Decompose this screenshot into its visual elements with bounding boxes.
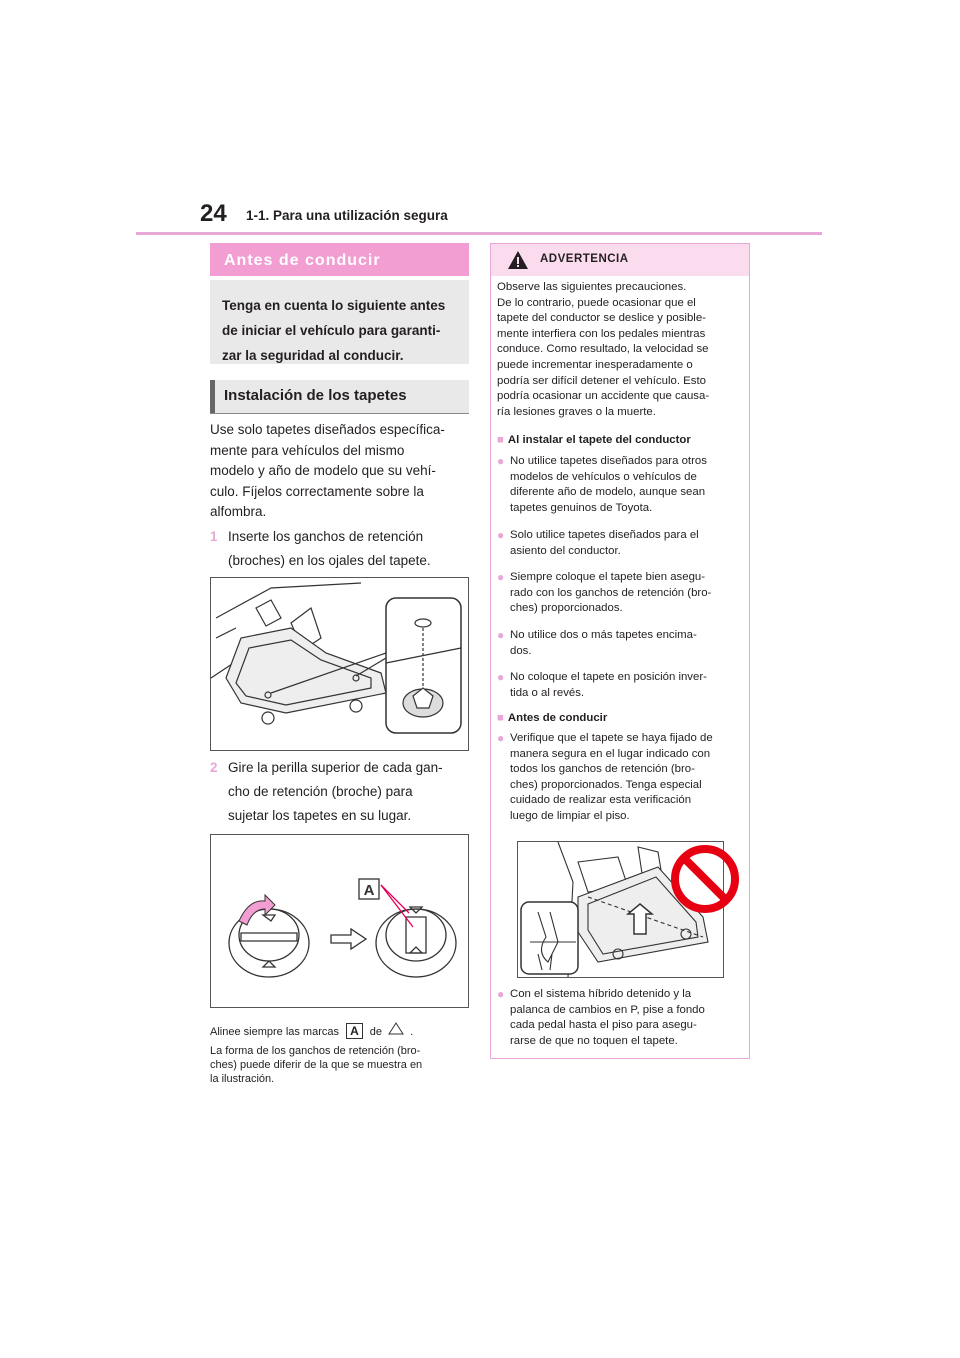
circle-bullet-icon: ● [497,528,505,542]
bullet-line: No utilice dos o más tapetes encima- [510,629,697,641]
circle-bullet-icon: ● [497,570,505,584]
intro-line: de iniciar el vehículo para garanti- [222,323,441,338]
knob-illustration [211,835,468,1007]
bullet-item [497,731,743,825]
caption-align [210,1022,475,1039]
bullet-item [497,628,743,659]
warning-line: ría lesiones graves o la muerte. [497,405,656,418]
bullet-line: cada pedal hasta el piso para asegu- [510,1019,697,1032]
warning-line: Observe las siguientes precauciones. [497,281,687,293]
bullet-line: Siempre coloque el tapete bien asegu- [510,571,706,583]
bullet-line: asiento del conductor. [510,544,621,557]
step-number: 1 [210,529,218,544]
caption-text: de [369,1026,383,1038]
bullet-line: cuidado de realizar esta verificación [510,794,692,807]
circle-bullet-icon: ● [497,454,505,468]
bullet-line: tida o al revés. [510,686,585,699]
caption-text: Alinee siempre las marcas [210,1026,339,1038]
prohibition-icon [669,843,741,920]
warning-line: podría ocasionar un accidente que causa- [497,390,710,403]
bullet-line: todos los ganchos de retención (bro- [510,763,695,776]
label-a-box: A [346,1023,363,1039]
body-line: culo. Fíjelos correctamente sobre la [210,483,424,499]
banner-title: Antes de conducir [224,252,381,269]
header-rule [136,232,822,235]
square-bullet-icon: ■ [497,434,504,446]
subheading-text: Antes de conducir [507,712,608,724]
step-line: Inserte los ganchos de retención [228,529,424,544]
body-paragraph [210,420,472,523]
subheading-before-driving [497,712,607,724]
caption-text: . [410,1026,414,1038]
bullet-line: palanca de cambios en P, pise a fondo [510,1003,705,1016]
step-1 [210,525,472,573]
warning-intro [497,280,745,420]
heading-bar [210,380,215,413]
section-title: Instalación de los tapetes [224,387,407,404]
warning-triangle-icon [507,250,529,275]
step-2 [210,756,472,828]
caption-line: La forma de los ganchos de retención (bro- [210,1045,421,1057]
bullet-line: Verifique que el tapete se haya fijado de [510,732,713,744]
step-line: sujetar los tapetes en su lugar. [228,808,412,823]
caption-line: la ilustración. [210,1073,275,1085]
bullet-line: ches) proporcionados. [510,602,623,615]
figure-label-a: A [363,882,375,899]
intro-line: Tenga en cuenta lo siguiente antes [222,298,446,313]
step-line: (broches) en los ojales del tapete. [228,553,431,568]
circle-bullet-icon: ● [497,987,505,1001]
bullet-line: Con el sistema híbrido detenido y la [510,988,692,1000]
bullet-line: Solo utilice tapetes diseñados para el [510,529,699,541]
bullet-item [497,528,743,559]
body-line: modelo y año de modelo que su vehí- [210,463,436,479]
body-line: alfombra. [210,504,267,520]
section-heading [210,380,469,414]
step-number: 2 [210,760,218,775]
bullet-item [497,987,743,1049]
warning-line: De lo contrario, puede ocasionar que el [497,296,696,309]
bullet-line: rado con los ganchos de retención (bro- [510,586,712,599]
section-banner [210,243,469,276]
bullet-line: ches) proporcionados. Tenga especial [510,778,702,791]
caption-line: ches) puede diferir de la que se muestra en [210,1059,423,1071]
bullet-line: No utilice tapetes diseñados para otros [510,455,707,467]
circle-bullet-icon: ● [497,731,505,745]
bullet-line: diferente año de modelo, aunque sean [510,486,706,499]
body-line: mente para vehículos del mismo [210,442,405,458]
running-head: 1-1. Para una utilización segura [246,208,448,223]
caption-shape [210,1044,475,1086]
bullet-item [497,570,743,617]
warning-line: puede incrementar inesperadamente o [497,358,693,371]
body-line: Use solo tapetes diseñados específica- [210,422,445,437]
warning-line: tapete del conductor se deslice y posible- [497,312,706,325]
bullet-item [497,454,743,516]
figure-mat-hooks [210,577,469,751]
bullet-line: manera segura en el lugar indicado con [510,747,711,760]
circle-bullet-icon: ● [497,670,505,684]
step-line: cho de retención (broche) para [228,784,413,799]
bullet-line: modelos de vehículos o vehículos de [510,470,697,483]
warning-line: mente interfiera con los pedales mientras [497,327,706,340]
square-bullet-icon: ■ [497,712,504,724]
subheading-text: Al instalar el tapete del conductor [507,434,691,446]
bullet-line: luego de limpiar el piso. [510,809,630,822]
intro-box [210,280,469,364]
warning-line: conduce. Como resultado, la velocidad se [497,343,709,356]
triangle-mark-icon [388,1022,404,1039]
page-number: 24 [200,200,227,227]
figure-knob-rotation [210,834,469,1008]
intro-line: zar la seguridad al conducir. [222,348,404,363]
bullet-line: No coloque el tapete en posición inver- [510,671,707,683]
warning-title: ADVERTENCIA [540,253,629,265]
subheading-install [497,434,691,446]
bullet-line: tapetes genuinos de Toyota. [510,501,653,514]
circle-bullet-icon: ● [497,628,505,642]
bullet-line: rarse de que no toquen el tapete. [510,1034,678,1047]
step-line: Gire la perilla superior de cada gan- [228,760,443,775]
mat-illustration [211,578,468,750]
warning-line: podría ser difícil detener el vehículo. Esto [497,374,706,387]
bullet-item [497,670,743,701]
bullet-line: dos. [510,644,532,657]
